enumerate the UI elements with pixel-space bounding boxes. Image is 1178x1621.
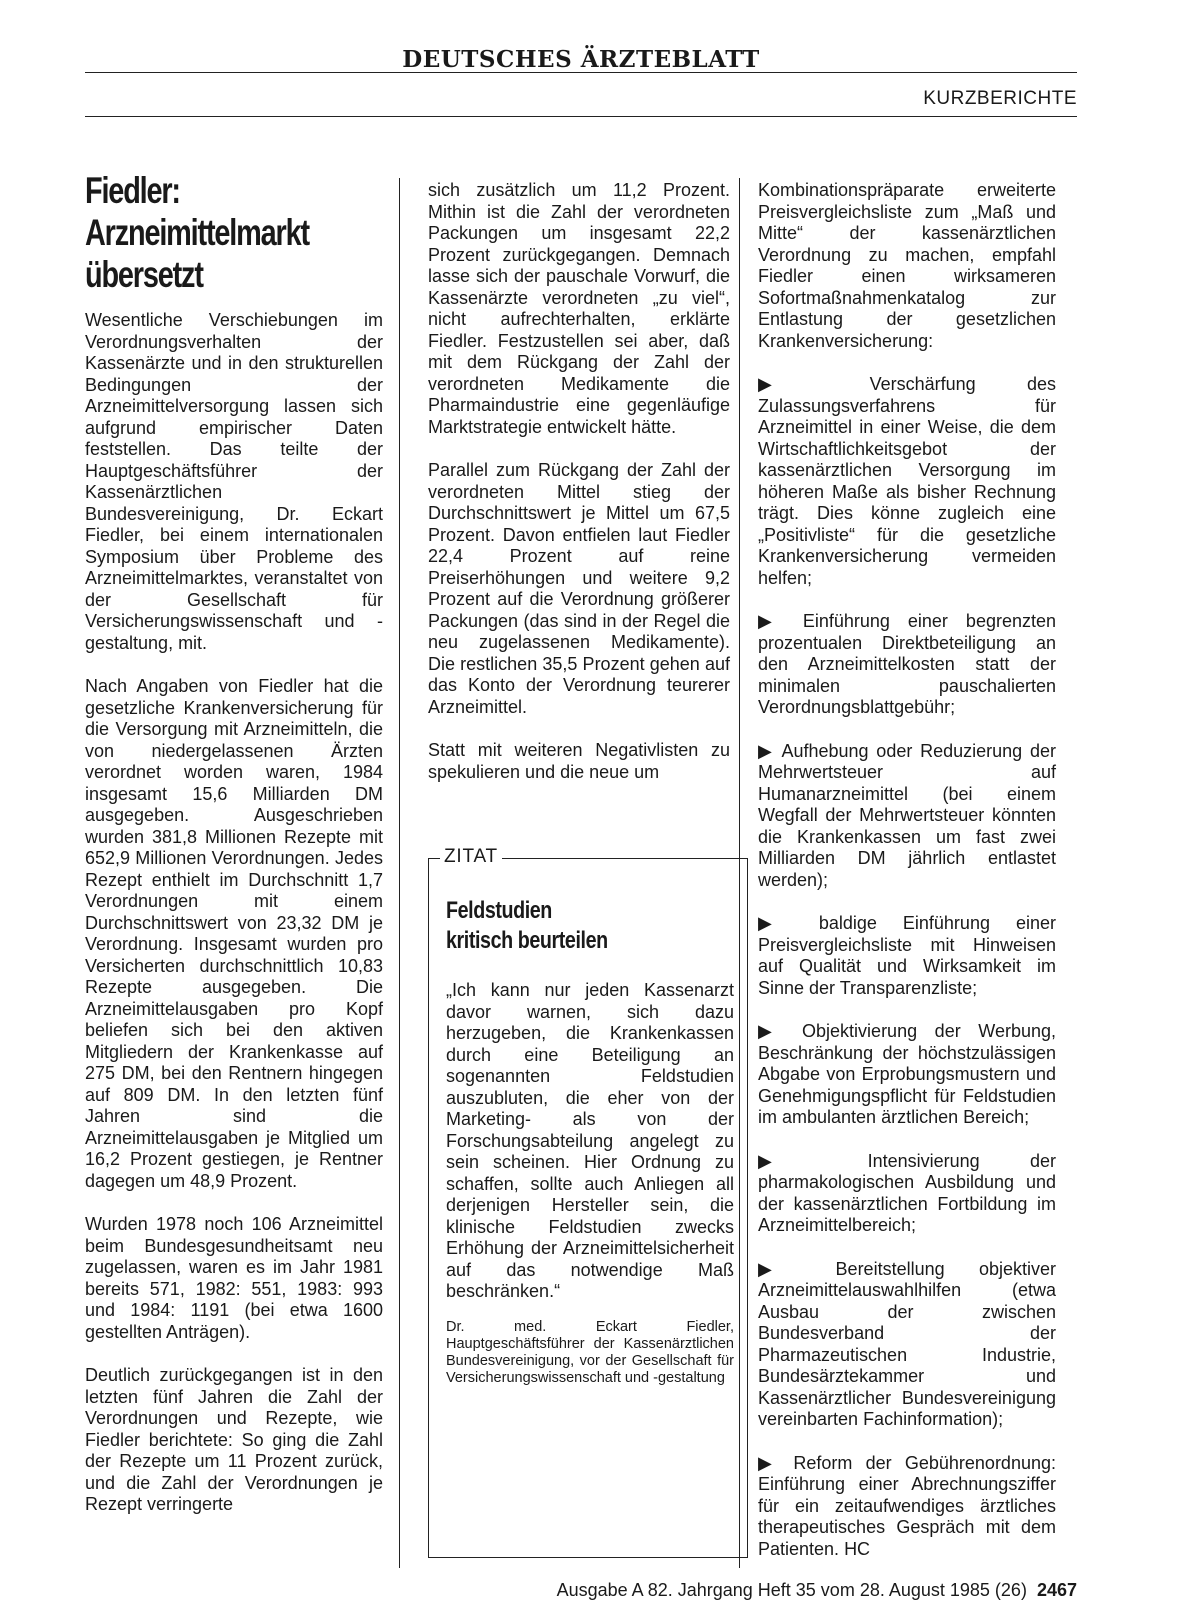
bullet-item: ▶ Intensivierung der pharmakologischen Ausbildung und der kassenärztlichen Fortbildung im Arzneimittelbereich; [758,1150,1057,1235]
headline-line: Fiedler: [85,170,180,211]
bullet-item: ▶ baldige Einführung einer Preisvergleichsliste mit Hinweisen auf Qualität und Wirksamkeit im Sinne der Transparenzliste; [758,913,1056,998]
quote-text: „Ich kann nur jeden Kassenarzt davor warnen, sich dazu herzugeben, die Krankenkassen durch eine Beteiligung an sogenannten Feldstudien auszubluten, die eher von der Marketing- als von der Forschungsabteilung angelegt zu sein scheinen. Hier Ordnung zu schaffen, sollte auch Anliegen all derjenigen Hersteller sein, die klinische Feldstudien zwecks Erhöhung der Arzneimittelsicherheit auf das notwendige Maß beschränken.“ [446,980,734,1301]
bullet-item: ▶ Reform der Gebührenordnung: Einführung einer Abrechnungsziffer für ein zeitaufwendiges ärztliches therapeutisches Gespräch mit dem Patienten. HC [758,1452,1056,1559]
paragraph: Nach Angaben von Fiedler hat die gesetzliche Krankenversicherung für die Versorgung mit Arzneimitteln, die von niedergelassenen Ärzten verordnet worden waren, 1984 insgesamt 15,6 Milliarden DM ausgegeben. Ausgeschrieben wurden 381,8 Millionen Rezepte mit 652,9 Millionen Verordnungen. Jedes Rezept enthielt im Durchschnitt 1,7 Verordnungen mit einem Durchschnittswert von 23,32 DM je Verordnung. Insgesamt wurden pro Versicherten durchschnittlich 10,83 Rezepte ausgegeben. Die Arzneimittelausgaben pro Kopf beliefen sich bei den aktiven Mitgliedern der Krankenkasse auf 275 DM, bei den Rentnern hingegen auf 809 DM. In den letzten fünf Jahren sind die Arzneimittelausgaben je Mitglied um 16,2 Prozent gestiegen, je Rentner dagegen um 48,9 Prozent. [85,676,383,1191]
triangle-bullet-icon: ▶ [758,1021,803,1041]
bullet-item: ▶ Einführung einer begrenzten prozentualen Direktbeteiligung an den Arzneimittelkosten statt der minimalen pauschalierten Verordnungsblattgebühr; [758,611,1056,717]
quote-title [446,896,725,956]
column-3 [758,180,1056,1582]
triangle-bullet-icon: ▶ [758,1150,868,1171]
quote-box-label: ZITAT [440,846,502,868]
triangle-bullet-icon: ▶ [758,913,819,933]
bullet-item: ▶ Aufhebung oder Reduzierung der Mehrwertsteuer auf Humanarzneimittel (bei einem Wegfall der Mehrwertsteuer könnten die Krankenkassen um fast zwei Milliarden DM jährlich entlastet werden); [758,740,1056,890]
column-2 [428,180,730,805]
bullet-item: ▶ Bereitstellung objektiver Arzneimittelauswahlhilfen (etwa Ausbau der zwischen Bundesverband der Pharmazeutischen Industrie, Bundesärztekammer und Kassenärztlicher Bundesvereinigung vereinbarten Fachinformation); [758,1258,1056,1429]
paragraph: Parallel zum Rückgang der Zahl der verordneten Mittel stieg der Durchschnittswert je Mittel um 67,5 Prozent. Davon entfielen laut Fiedler 22,4 Prozent auf reine Preiserhöhungen und weitere 9,2 Prozent auf die Verordnung größerer Packungen (das sind in der Regel die neu zugelassenen Medikamente). Die restlichen 35,5 Prozent gehen auf das Konto der Verordnung teurerer Arzneimittel. [428,460,730,717]
column-divider [399,178,400,1568]
article-headline [85,170,413,296]
masthead-rule [85,72,1077,73]
headline-line: Arzneimittelmarkt [85,212,309,253]
paragraph: Deutlich zurückgegangen ist in den letzten fünf Jahren die Zahl der Verordnungen und Rezepte, wie Fiedler berichtete: So ging die Zahl der Rezepte um 11 Prozent zurück, und die Zahl der Verordnungen je Rezept verringerte [85,1365,383,1514]
triangle-bullet-icon: ▶ [758,611,803,631]
issue-info: Ausgabe A 82. Jahrgang Heft 35 vom 28. August 1985 (26) [556,1580,1027,1600]
triangle-bullet-icon: ▶ [758,374,870,394]
triangle-bullet-icon: ▶ [758,740,782,761]
masthead: DEUTSCHES ÄRZTEBLATT [402,46,760,73]
section-rule [85,116,1077,117]
section-label: KURZBERICHTE [923,88,1077,109]
page-number: 2467 [1036,1580,1077,1600]
triangle-bullet-icon: ▶ [758,1452,794,1473]
paragraph: Wurden 1978 noch 106 Arzneimittel beim Bundesgesundheitsamt neu zugelassen, waren es im Jahr 1981 bereits 571, 1982: 551, 1983: 993 und 1984: 1191 (bei etwa 1600 gestellten Anträgen). [85,1214,383,1342]
quote-attribution: Dr. med. Eckart Fiedler, Hauptgeschäftsführer der Kassenärztlichen Bundesvereinigung, vor der Gesellschaft für Versicherungswissenschaft und -gestaltung [446,1318,734,1386]
bullet-item: ▶ Verschärfung des Zulassungsverfahrens für Arzneimittel in einer Weise, die dem Wirtschaftlichkeitsgebot der kassenärztlichen Versorgung im höheren Maße als bisher Rechnung trägt. Dies könne zugleich eine „Positivliste“ für die gesetzliche Krankenversicherung vermeiden helfen; [758,374,1057,588]
page-footer [557,1580,1077,1601]
quote-box-content [446,896,734,1387]
column-divider [739,178,740,1568]
paragraph: Kombinationspräparate erweiterte Preisvergleichsliste zum „Maß und Mitte“ der kassenärztlichen Verordnung zu machen, empfahl Fiedler einen wirksameren Sofortmaßnahmenkatalog zur Entlastung der gesetzlichen Krankenversicherung: [758,180,1056,351]
paragraph: Wesentliche Verschiebungen im Verordnungsverhalten der Kassenärzte und in den strukturellen Bedingungen der Arzneimittelversorgung lassen sich aufgrund empirischer Daten feststellen. Das teilte der Hauptgeschäftsführer der Kassenärztlichen Bundesvereinigung, Dr. Eckart Fiedler, bei einem internationalen Symposium über Probleme des Arzneimittelmarktes, veranstaltet von der Gesellschaft für Versicherungswissenschaft und -gestaltung, mit. [85,310,383,653]
headline-line: übersetzt [85,254,203,295]
paragraph: Statt mit weiteren Negativlisten zu spekulieren und die neue um [428,740,730,782]
column-1 [85,170,383,1538]
triangle-bullet-icon: ▶ [758,1258,836,1279]
quote-title-line: kritisch beurteilen [446,927,608,954]
paragraph: sich zusätzlich um 11,2 Prozent. Mithin ist die Zahl der verordneten Packungen um insgesamt 22,2 Prozent zurückgegangen. Demnach lasse sich der pauschale Vorwurf, die Kassenärzte verordneten „zu viel“, nicht aufrechterhalten, erklärte Fiedler. Festzustellen sei aber, daß mit dem Rückgang der Zahl der verordneten Medikamente die Pharmaindustrie eine gegenläufige Marktstrategie entwickelt hätte. [428,180,730,437]
quote-title-line: Feldstudien [446,897,552,924]
bullet-item: ▶ Objektivierung der Werbung, Beschränkung der höchstzulässigen Abgabe von Erprobungsmustern und Genehmigungspflicht für Feldstudien im ambulanten ärztlichen Bereich; [758,1021,1056,1127]
